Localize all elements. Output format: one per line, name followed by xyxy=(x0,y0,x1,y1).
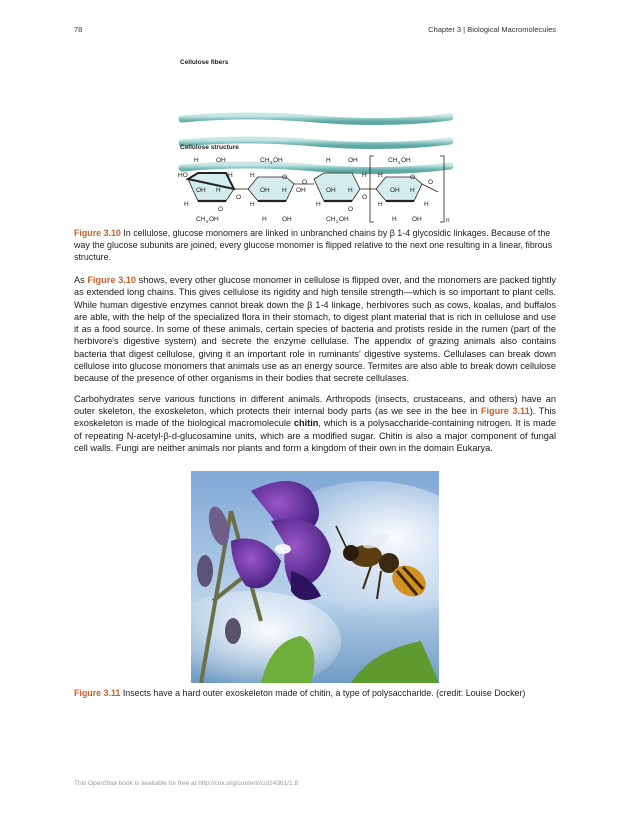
figure-3-10-link[interactable]: Figure 3.10 xyxy=(87,275,137,285)
paragraph-cellulose: As Figure 3.10 shows, every other glucose monomer in cellulose is flipped over, and the monomers are packed tightly as extended long chains. This gives cellulose its rigidity and high tensile strength—which is so important to plant cells. While human digestive enzymes cannot break down the β 1-4 linkage, herbivores such as cows, koalas, and buffalos are able, with the help of the specialized flora in their stomach, to digest plant material that is rich in cellulose and use it as a food source. In some of these animals, certain species of bacteria and protists reside in the rumen (part of the herbivore's digestive system) and secrete the enzyme cellulase. The appendix of grazing animals also contains bacteria that digest cellulose, giving it an important role in ruminants' digestive systems. Cellulases can break down cellulose into glucose monomers that animals use as an energy source. Termites are also able to break down cellulose because of the presence of other organisms in their bodies that secrete cellulases. xyxy=(74,275,556,384)
svg-text:H: H xyxy=(282,187,287,194)
figure-3-11-caption xyxy=(74,687,556,699)
glucose-ring-3 xyxy=(314,173,360,201)
cellulose-structure-diagram xyxy=(176,152,456,226)
figure-3-11-number: Figure 3.11 xyxy=(74,688,121,698)
svg-text:HO: HO xyxy=(178,172,188,179)
svg-text:OH: OH xyxy=(209,216,219,223)
svg-text:H: H xyxy=(348,187,353,194)
svg-text:CH: CH xyxy=(388,157,398,164)
figure-3-10-caption xyxy=(74,227,556,264)
svg-text:O: O xyxy=(282,174,288,181)
svg-text:OH: OH xyxy=(339,216,349,223)
svg-text:OH: OH xyxy=(282,216,292,223)
svg-text:O: O xyxy=(218,206,224,213)
svg-text:H: H xyxy=(184,201,189,208)
svg-text:H: H xyxy=(250,172,255,179)
bee-photo xyxy=(191,471,439,683)
svg-text:H: H xyxy=(316,201,321,208)
svg-text:OH: OH xyxy=(260,187,270,194)
figure-3-11-link[interactable]: Figure 3.11 xyxy=(480,405,530,416)
svg-text:H: H xyxy=(362,172,367,179)
chapter-title: Chapter 3 | Biological Macromolecules xyxy=(428,25,556,34)
svg-text:O: O xyxy=(362,194,368,201)
svg-text:H: H xyxy=(216,187,221,194)
svg-text:OH: OH xyxy=(348,157,358,164)
svg-text:H: H xyxy=(250,201,255,208)
figure-3-11-caption-text: Insects have a hard outer exoskeleton made of chitin, a type of polysaccharide. (credit: Louise Docker) xyxy=(120,688,526,698)
svg-text:2: 2 xyxy=(398,160,401,165)
svg-text:OH: OH xyxy=(296,187,306,194)
svg-text:H: H xyxy=(410,187,415,194)
svg-text:2: 2 xyxy=(206,219,209,224)
svg-text:OH: OH xyxy=(412,216,422,223)
svg-text:OH: OH xyxy=(196,187,206,194)
svg-text:H: H xyxy=(194,157,199,164)
svg-text:H: H xyxy=(378,201,383,208)
svg-text:OH: OH xyxy=(273,157,283,164)
svg-text:O: O xyxy=(348,206,354,213)
svg-text:2: 2 xyxy=(336,219,339,224)
svg-text:O: O xyxy=(410,174,416,181)
page-footer: This OpenStax book is available for free at http://cnx.org/content/col24361/1.8 xyxy=(74,780,299,787)
svg-text:H: H xyxy=(378,172,383,179)
cellulose-fiber-1 xyxy=(182,116,450,122)
svg-text:O: O xyxy=(302,179,308,186)
page-number: 78 xyxy=(74,25,83,34)
body-text xyxy=(74,274,556,462)
svg-text:OH: OH xyxy=(216,157,226,164)
figure-3-10-number: Figure 3.10 xyxy=(74,228,121,238)
svg-text:O: O xyxy=(236,194,242,201)
svg-text:OH: OH xyxy=(390,187,400,194)
cellulose-structure-label: Cellulose structure xyxy=(180,144,239,151)
svg-text:O: O xyxy=(428,179,434,186)
paragraph-chitin: Carbohydrates serve various functions in different animals. Arthropods (insects, crustaceans, and others) have an outer skeleton, the exoskeleton, which protects their internal body parts (as we see in the bee in Figure 3.11). This exoskeleton is made of the biological macromolecule chitin, which is a polysaccharide-containing nitrogen. It is made of repeating N-acetyl-β-d-glucosamine units, which are a modified sugar. Chitin is also a major component of fungal cell walls. Fungi are neither animals nor plants and form a kingdom of their own in the domain Eukarya. xyxy=(74,393,556,453)
svg-text:H: H xyxy=(228,172,233,179)
svg-text:OH: OH xyxy=(401,157,411,164)
cellulose-fibers-label: Cellulose fibers xyxy=(180,59,229,66)
svg-text:H: H xyxy=(392,216,397,223)
svg-text:n: n xyxy=(446,217,450,224)
svg-text:H: H xyxy=(262,216,267,223)
svg-text:OH: OH xyxy=(326,187,336,194)
svg-text:2: 2 xyxy=(270,160,273,165)
figure-3-10-caption-text: In cellulose, glucose monomers are linked in unbranched chains by β 1-4 glycosidic linkages. Because of the way the glucose subunits are joined, every glucose monomer is flipped relative to the next one resulting in a linear, fibrous structure. xyxy=(74,228,553,263)
svg-text:H: H xyxy=(326,157,331,164)
glucose-ring-2 xyxy=(248,177,294,201)
chitin-term: chitin xyxy=(293,418,319,429)
svg-text:H: H xyxy=(424,201,429,208)
svg-text:CH: CH xyxy=(260,157,270,164)
svg-text:CH: CH xyxy=(196,216,206,223)
svg-text:CH: CH xyxy=(326,216,336,223)
